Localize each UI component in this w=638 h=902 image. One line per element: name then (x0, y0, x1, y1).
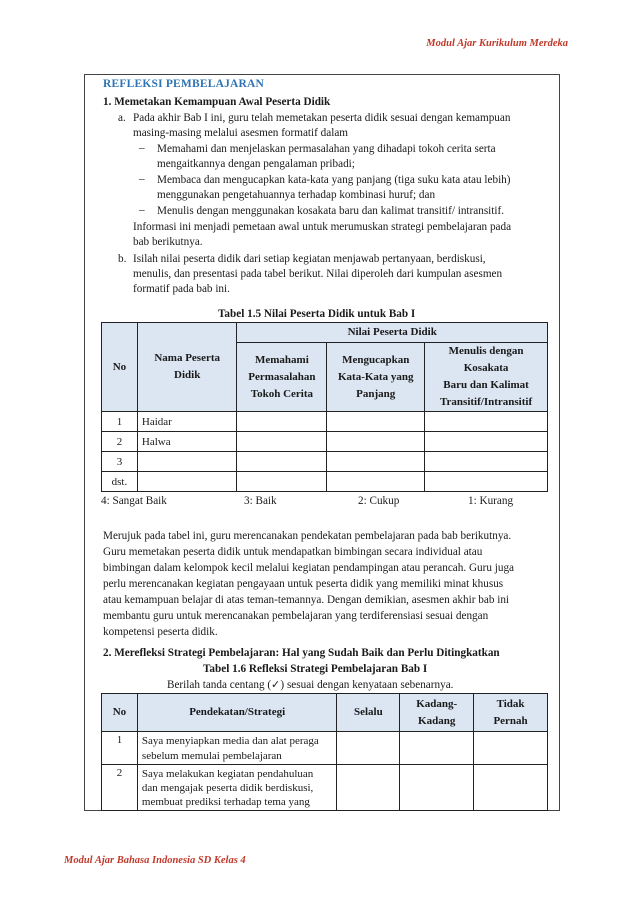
table2-instruction: Berilah tanda centang (✓) sesuai dengan kenyataan sebenarnya. (167, 679, 454, 691)
score-cell[interactable] (327, 432, 425, 452)
col-header-strategy: Pendekatan/Strategi (137, 694, 336, 732)
row-strategy (137, 765, 336, 811)
row-name (137, 452, 237, 472)
hdr-line: Menulis dengan (448, 345, 524, 357)
score-cell[interactable] (425, 472, 548, 492)
score-cell[interactable] (327, 412, 425, 432)
row-strategy (137, 732, 336, 765)
row-no: 2 (102, 765, 138, 811)
dash-icon: – (139, 173, 145, 185)
score-cell[interactable] (237, 412, 327, 432)
col-header-pronouncing (327, 343, 425, 412)
dash-icon: – (139, 204, 145, 216)
col-header-no: No (102, 323, 138, 412)
strategy-line: dan mengajak peserta didik berdiskusi, (141, 782, 314, 794)
col-header-name (137, 323, 237, 412)
paragraph-line: atau kemampuan belajar di atas teman-temannya. Dengan demikian, asesmen akhir bab ini (103, 594, 510, 606)
bullet-3-line1: Menulis dengan menggunakan kosakata baru dan kalimat transitif/ intransitif. (157, 205, 505, 217)
hdr-line: Mengucapkan (342, 353, 410, 366)
paragraph-line: perlu merencanakan kegiatan pengayaan untuk peserta didik yang memiliki minat khusus (103, 578, 504, 590)
legend-3: 3: Baik (244, 495, 277, 507)
col-header-writing (425, 343, 548, 412)
hdr-line: Kosakata (463, 362, 509, 374)
bullet-1-line2: mengaitkannya dengan pengalaman pribadi; (157, 158, 355, 170)
row-no: dst. (102, 472, 138, 492)
strategy-line: Saya melakukan kegiatan pendahuluan (141, 768, 314, 780)
strategy-line: sebelum memulai pembelajaran (141, 750, 282, 762)
legend-4: 4: Sangat Baik (101, 495, 167, 507)
check-cell[interactable] (400, 732, 474, 765)
table2-caption: Tabel 1.6 Refleksi Strategi Pembelajaran Bab I (203, 663, 428, 675)
row-name (137, 472, 237, 492)
page-header: Modul Ajar Kurikulum Merdeka (426, 38, 568, 49)
item-a-line1: Pada akhir Bab I ini, guru telah memetakan peserta didik sesuai dengan kemampuan (133, 112, 511, 124)
hdr-line: Kadang- (416, 697, 458, 710)
check-cell[interactable] (474, 732, 548, 765)
hdr-line: Panjang (356, 387, 396, 400)
section-title: REFLEKSI PEMBELAJARAN (103, 78, 265, 90)
score-cell[interactable] (237, 432, 327, 452)
heading-1: 1. Memetakan Kemampuan Awal Peserta Didik (103, 96, 331, 108)
hdr-line: Tidak (496, 697, 525, 710)
hdr-line: Memahami (255, 353, 309, 366)
col-header-understanding (237, 343, 327, 412)
item-b-line1: Isilah nilai peserta didik dari setiap kegiatan menjawab pertanyaan, berdiskusi, (133, 253, 486, 265)
heading-2: 2. Merefleksi Strategi Pembelajaran: Hal yang Sudah Baik dan Perlu Ditingkatkan (103, 647, 500, 659)
paragraph-line: Guru memetakan peserta didik untuk mendapatkan bimbingan secara individual atau (103, 546, 483, 558)
legend-2: 2: Cukup (358, 495, 400, 507)
strategy-line: membuat prediksi terhadap tema yang (141, 796, 310, 808)
info-line2: bab berikutnya. (133, 236, 203, 248)
row-name: Haidar (137, 412, 237, 432)
hdr-line: Baru dan Kalimat (443, 379, 529, 391)
score-cell[interactable] (425, 452, 548, 472)
score-cell[interactable] (425, 412, 548, 432)
row-no: 1 (102, 412, 138, 432)
col-header-no: No (102, 694, 138, 732)
hdr-line: Kadang (418, 714, 456, 727)
col-header-always: Selalu (337, 694, 400, 732)
bullet-1-line1: Memahami dan menjelaskan permasalahan yang dihadapi tokoh cerita serta (157, 143, 496, 155)
paragraph-line: Merujuk pada tabel ini, guru merencanakan pendekatan pembelajaran pada bab berikutnya. (103, 530, 512, 542)
hdr-line: Kata-Kata yang (337, 370, 414, 383)
paragraph-line: kompetensi peserta didik. (103, 626, 218, 638)
check-cell[interactable] (474, 765, 548, 811)
score-cell[interactable] (425, 432, 548, 452)
table1-caption: Tabel 1.5 Nilai Peserta Didik untuk Bab I (218, 308, 416, 320)
hdr-line: Permasalahan (248, 370, 316, 383)
row-no: 1 (102, 732, 138, 765)
paragraph-line: membantu guru untuk merencanakan pembelajaran yang terdiferensiasi sesuai dengan (103, 610, 489, 622)
bullet-2-line1: Membaca dan mengucapkan kata-kata yang panjang (tiga suku kata atau lebih) (157, 174, 511, 186)
col-header-sometimes (400, 694, 474, 732)
item-b-label: b. (118, 253, 127, 265)
bullet-2-line2: menggunakan pengetahuannya terhadap kombinasi huruf; dan (157, 189, 436, 201)
score-cell[interactable] (237, 452, 327, 472)
strategy-line: Saya menyiapkan media dan alat peraga (141, 735, 319, 747)
row-name: Halwa (137, 432, 237, 452)
student-score-table (101, 322, 548, 492)
col-header-name-l1: Nama Peserta (154, 352, 221, 364)
table-row (102, 732, 548, 765)
row-no: 2 (102, 432, 138, 452)
row-no: 3 (102, 452, 138, 472)
score-cell[interactable] (327, 452, 425, 472)
score-cell[interactable] (237, 472, 327, 492)
table-row (102, 432, 548, 452)
hdr-line: Tokoh Cerita (250, 387, 314, 400)
dash-icon: – (139, 142, 145, 154)
hdr-line: Pernah (493, 714, 528, 727)
item-a-line2: masing-masing melalui asesmen formatif dalam (133, 127, 348, 139)
check-cell[interactable] (337, 765, 400, 811)
check-cell[interactable] (337, 732, 400, 765)
table-row (102, 765, 548, 811)
item-b-line2: menulis, dan presentasi pada tabel berikut. Nilai diperoleh dari kumpulan asesmen (133, 268, 503, 280)
strategy-reflection-table (101, 693, 548, 811)
item-b-line3: formatif pada bab ini. (133, 283, 230, 295)
col-header-group: Nilai Peserta Didik (237, 323, 548, 343)
info-line1: Informasi ini menjadi pemetaan awal untuk merumuskan strategi pembelajaran pada (133, 221, 512, 233)
table-row (102, 452, 548, 472)
paragraph-line: bimbingan dalam kelompok kecil melalui kegiatan pendampingan atau perancah. Guru juga (103, 562, 515, 574)
item-a-label: a. (118, 112, 126, 124)
check-cell[interactable] (400, 765, 474, 811)
legend-1: 1: Kurang (468, 495, 514, 507)
col-header-never (474, 694, 548, 732)
page-footer: Modul Ajar Bahasa Indonesia SD Kelas 4 (64, 855, 246, 866)
col-header-name-l2: Didik (174, 369, 201, 381)
score-cell[interactable] (327, 472, 425, 492)
table-row (102, 472, 548, 492)
hdr-line: Transitif/Intransitif (440, 396, 533, 408)
table-row (102, 412, 548, 432)
